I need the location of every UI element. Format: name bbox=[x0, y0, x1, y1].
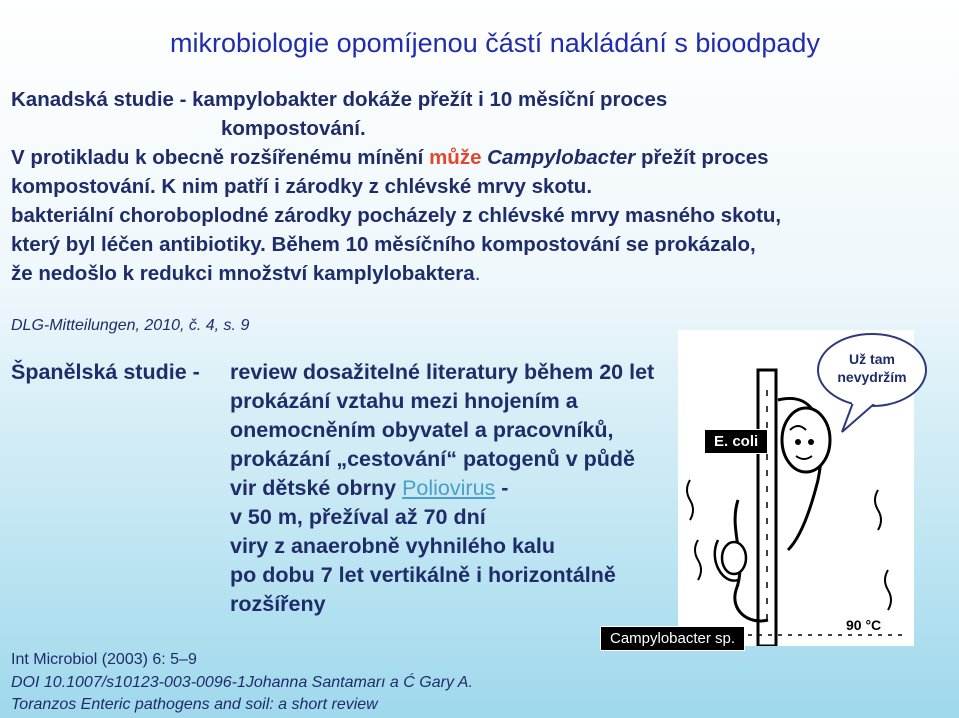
canada-line-3-start: V protikladu k obecně rozšířenému mínění bbox=[11, 146, 430, 169]
spain-line-5: v 50 m, přežíval až 70 dní bbox=[230, 505, 486, 529]
spain-virus-line bbox=[230, 474, 508, 503]
spain-line-7: po dobu 7 let vertikálně i horizontálně bbox=[230, 563, 616, 587]
spain-line-1: review dosažitelné literatury během 20 let bbox=[230, 360, 655, 384]
campylobacter-label: Campylobacter sp. bbox=[600, 626, 745, 651]
emphasis-word: může bbox=[429, 146, 482, 169]
reference-line-3: Toranzos Enteric pathogens and soil: a short review bbox=[11, 696, 378, 713]
temperature-label: 90 °C bbox=[846, 617, 882, 633]
reference-line-1: Int Microbiol (2003) 6: 5–9 bbox=[11, 651, 197, 668]
canada-line-3 bbox=[11, 143, 769, 172]
reference-line-2: DOI 10.1007/s10123-003-0096-1Johanna Santamarı a Ć Gary A. bbox=[11, 674, 473, 691]
canada-line-7-text: že nedošlo k redukci množství kamplylobaktera bbox=[11, 262, 475, 285]
canada-line-7-dot: . bbox=[474, 262, 481, 285]
speech-bubble-text bbox=[816, 350, 928, 386]
campylobacter-term: Campylobacter bbox=[481, 146, 636, 169]
canada-line-4: kompostování. K nim patří i zárodky z chlévské mrvy skotu. bbox=[11, 175, 593, 198]
canada-line-2: kompostování. bbox=[221, 117, 366, 140]
spain-line-3: onemocněním obyvatel a pracovníků, bbox=[230, 418, 614, 442]
poliovirus-link[interactable]: Poliovirus bbox=[402, 476, 496, 500]
spain-line-8: rozšířeny bbox=[230, 592, 326, 616]
ecoli-label: E. coli bbox=[704, 429, 768, 454]
canada-line-5: bakteriální choroboplodné zárodky pocházely z chlévské mrvy masného skotu, bbox=[11, 204, 782, 227]
bubble-line-1: Už tam bbox=[849, 351, 895, 367]
canada-line-7 bbox=[11, 259, 480, 288]
spain-line-2: prokázání vztahu mezi hnojením a bbox=[230, 389, 578, 413]
canada-line-1: Kanadská studie - kampylobakter dokáže přežít i 10 měsíční proces bbox=[11, 88, 668, 111]
spain-line-6: viry z anaerobně vyhnilého kalu bbox=[230, 534, 555, 558]
spain-heading: Španělská studie - bbox=[11, 360, 200, 384]
canada-line-3-end: přežít proces bbox=[635, 146, 769, 169]
page-title: mikrobiologie opomíjenou částí nakládání s bioodpady bbox=[170, 28, 820, 58]
spain-line-4: prokázání „cestování“ patogenů v půdě bbox=[230, 447, 635, 471]
virus-text: vir dětské obrny bbox=[230, 476, 403, 500]
canada-line-6: který byl léčen antibiotiky. Během 10 měsíčního kompostování se prokázalo, bbox=[11, 233, 756, 256]
canada-source: DLG-Mitteilungen, 2010, č. 4, s. 9 bbox=[11, 317, 250, 334]
bubble-line-2: nevydržím bbox=[837, 369, 907, 385]
virus-dash: - bbox=[495, 476, 509, 500]
speech-bubble bbox=[816, 328, 936, 438]
